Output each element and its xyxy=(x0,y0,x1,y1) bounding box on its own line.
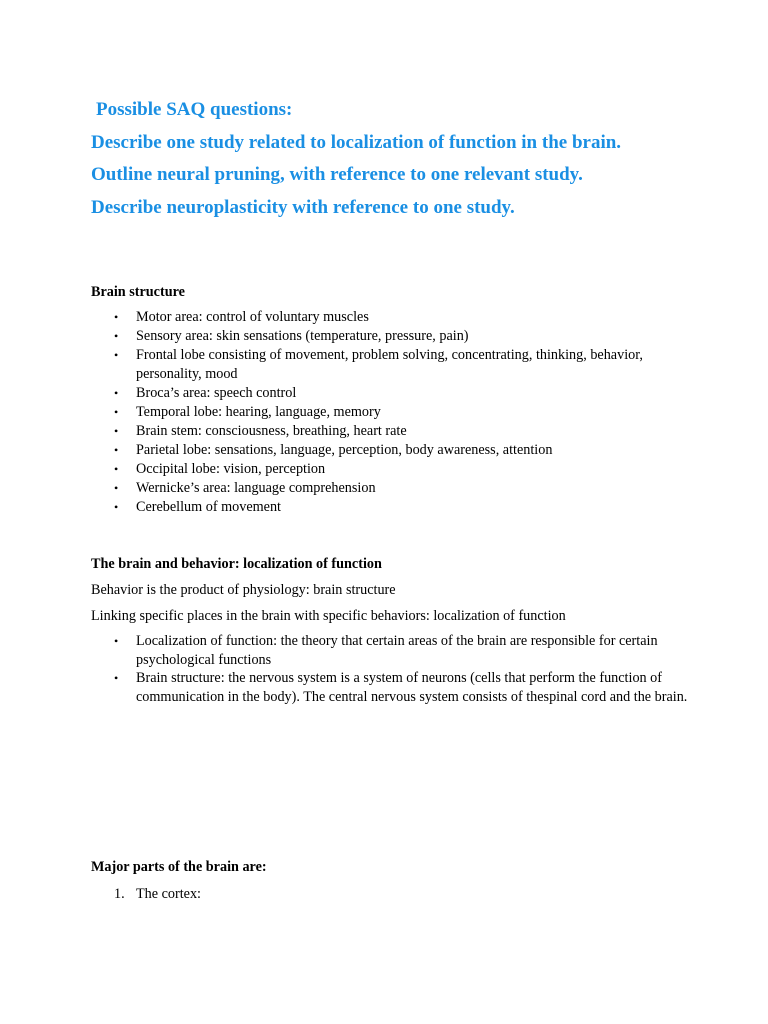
list-item xyxy=(91,327,691,346)
bullet-icon: • xyxy=(114,386,119,400)
paragraph: Behavior is the product of physiology: brain structure xyxy=(91,582,396,598)
list-item xyxy=(91,885,691,904)
saq-question-1: Describe one study related to localization of function in the brain. xyxy=(91,131,622,153)
section-heading: Major parts of the brain are: xyxy=(91,859,267,875)
list-item xyxy=(91,384,691,403)
list-item-text: Broca’s area: speech control xyxy=(136,385,297,401)
list-item-text: Frontal lobe consisting of movement, problem solving, concentrating, thinking, behavior, personality, mood xyxy=(136,347,643,382)
list-item-text: Occipital lobe: vision, perception xyxy=(136,461,326,477)
list-item xyxy=(91,669,691,706)
saq-question-2: Outline neural pruning, with reference to one relevant study. xyxy=(91,164,583,185)
major-parts-section xyxy=(91,858,691,904)
bullet-icon: • xyxy=(114,348,119,362)
bullet-icon: • xyxy=(114,443,119,457)
list-item xyxy=(91,441,691,460)
saq-title: Possible SAQ questions: xyxy=(96,99,293,120)
list-item-text: Temporal lobe: hearing, language, memory xyxy=(136,404,381,420)
brain-structure-section xyxy=(91,283,691,517)
bullet-icon: • xyxy=(114,500,119,514)
bullet-icon: • xyxy=(114,634,119,648)
localization-list xyxy=(91,632,691,706)
list-item xyxy=(91,422,691,441)
bullet-icon: • xyxy=(114,481,119,495)
section-heading: Brain structure xyxy=(91,284,185,300)
list-number: 1. xyxy=(114,886,125,902)
list-item-text: Parietal lobe: sensations, language, perception, body awareness, attention xyxy=(136,442,553,458)
major-parts-list xyxy=(91,885,691,904)
bullet-icon: • xyxy=(114,671,119,685)
list-item-text: Cerebellum of movement xyxy=(136,499,281,515)
list-item-text: Brain structure: the nervous system is a system of neurons (cells that perform the function of communication in the body). The central nervous system consists of thespinal cord and the brain. xyxy=(136,670,688,705)
list-item xyxy=(91,632,691,669)
list-item xyxy=(91,346,691,384)
bullet-icon: • xyxy=(114,424,119,438)
list-item-text: Localization of function: the theory that certain areas of the brain are responsible for certain psychological functions xyxy=(136,633,658,668)
list-item xyxy=(91,308,691,327)
brain-structure-list xyxy=(91,308,691,517)
list-item xyxy=(91,460,691,479)
list-item xyxy=(91,479,691,498)
section-heading: The brain and behavior: localization of function xyxy=(91,556,382,572)
list-item xyxy=(91,498,691,517)
list-item xyxy=(91,403,691,422)
localization-section xyxy=(91,555,691,706)
list-item-text: Brain stem: consciousness, breathing, heart rate xyxy=(136,423,407,439)
list-item-text: Sensory area: skin sensations (temperature, pressure, pain) xyxy=(136,328,469,344)
list-item-text: The cortex: xyxy=(136,886,201,902)
bullet-icon: • xyxy=(114,405,119,419)
bullet-icon: • xyxy=(114,462,119,476)
bullet-icon: • xyxy=(114,310,119,324)
paragraph: Linking specific places in the brain with specific behaviors: localization of function xyxy=(91,608,566,624)
saq-question-3: Describe neuroplasticity with reference to one study. xyxy=(91,196,515,218)
saq-questions-block xyxy=(91,94,751,224)
list-item-text: Wernicke’s area: language comprehension xyxy=(136,480,376,496)
bullet-icon: • xyxy=(114,329,119,343)
list-item-text: Motor area: control of voluntary muscles xyxy=(136,309,369,325)
